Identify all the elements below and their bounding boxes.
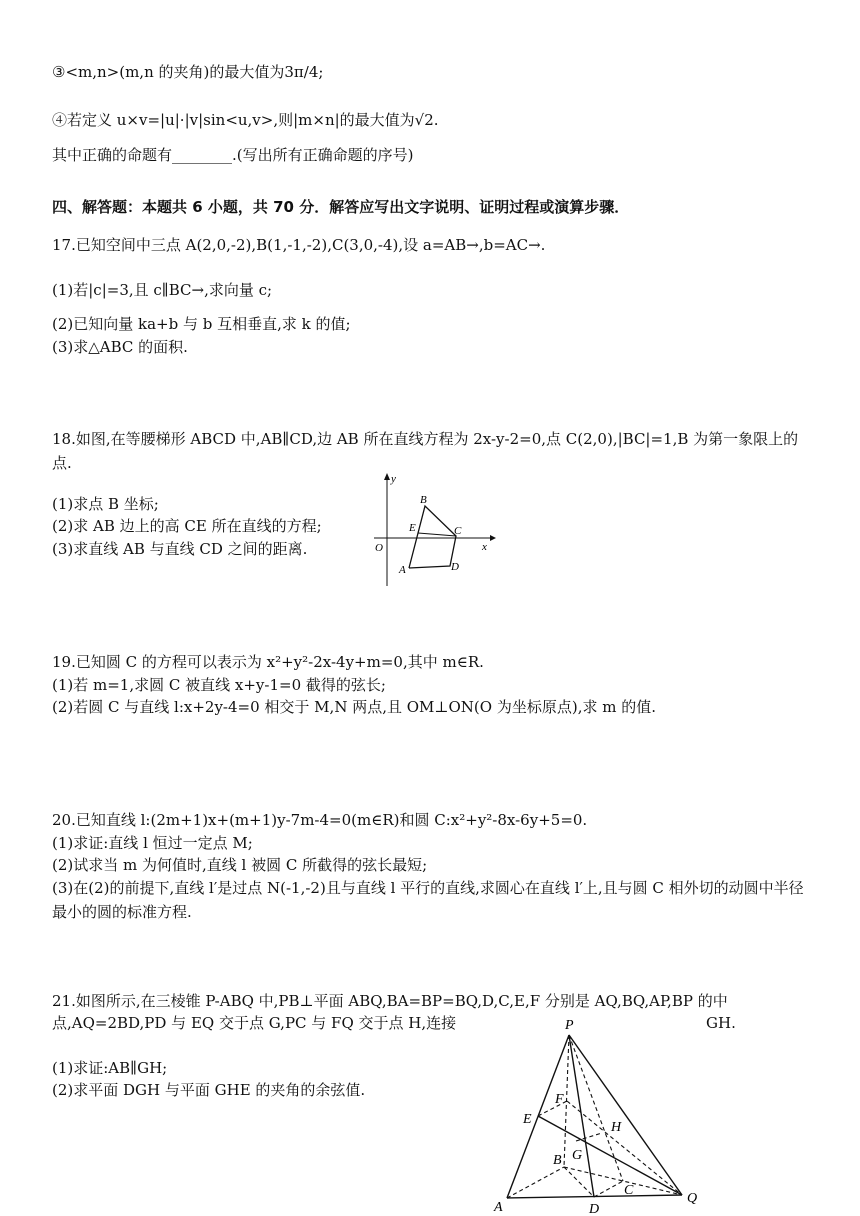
q19-part1: (1)若 m=1,求圆 C 被直线 x+y-1=0 截得的弦长; [52, 676, 386, 694]
q18-figure [360, 470, 500, 590]
q18-label-A: A [399, 564, 406, 576]
q18-label-y: y [391, 473, 396, 485]
q21-label-A: A [494, 1200, 503, 1215]
q18-stem: 18.如图,在等腰梯形 ABCD 中,AB∥CD,边 AB 所在直线方程为 2x-y-2=0,点 C(2,0),|BC|=1,B 为第一象限上的点. [52, 430, 799, 472]
q20-stem: 20.已知直线 l:(2m+1)x+(m+1)y-7m-4=0(m∈R)和圆 C:x²+y²-8x-6y+5=0. [52, 811, 588, 829]
q18-part1: (1)求点 B 坐标; [52, 495, 159, 513]
q17-part3: (3)求△ABC 的面积. [52, 338, 188, 356]
q21-stem-line2-end: GH. [706, 1014, 736, 1032]
item-4: ④若定义 u×v=|u|·|v|sin<u,v>,则|m×n|的最大值为√2. [52, 111, 439, 129]
q18-label-O: O [375, 542, 383, 554]
q21-label-E: E [523, 1112, 532, 1127]
q18-label-D: D [451, 561, 459, 573]
q18-label-B: B [420, 494, 427, 506]
q21-label-H: H [611, 1120, 622, 1135]
q21-part2: (2)求平面 DGH 与平面 GHE 的夹角的余弦值. [52, 1081, 366, 1099]
item-3: ③<m,n>(m,n 的夹角)的最大值为3π/4; [52, 63, 324, 81]
q21-label-P: P [565, 1018, 574, 1033]
q19-part2: (2)若圆 C 与直线 l:x+2y-4=0 相交于 M,N 两点,且 OM⊥ON(O 为坐标原点),求 m 的值. [52, 698, 656, 716]
q21-label-Q: Q [687, 1191, 698, 1206]
q18-label-C: C [454, 525, 462, 537]
q18-label-E: E [409, 522, 416, 534]
section-heading: 四、解答题：本题共 6 小题，共 70 分．解答应写出文字说明、证明过程或演算步骤． [52, 198, 630, 216]
q17-part1: (1)若|c|=3,且 c∥BC→,求向量 c; [52, 281, 273, 299]
q21-figure [490, 1015, 705, 1215]
q21-label-G: G [572, 1148, 583, 1163]
q21-stem-line2: 点,AQ=2BD,PD 与 EQ 交于点 G,PC 与 FQ 交于点 H,连接 [52, 1014, 457, 1032]
q21-label-F: F [555, 1092, 564, 1107]
q18-part2: (2)求 AB 边上的高 CE 所在直线的方程; [52, 517, 322, 535]
q20-part1: (1)求证:直线 l 恒过一定点 M; [52, 834, 253, 852]
q21-part1: (1)求证:AB∥GH; [52, 1059, 168, 1077]
q20-part2: (2)试求当 m 为何值时,直线 l 被圆 C 所截得的弦长最短; [52, 856, 428, 874]
q21-label-D: D [589, 1202, 600, 1215]
q17-stem: 17.已知空间中三点 A(2,0,-2),B(1,-1,-2),C(3,0,-4),设 a=AB→,b=AC→. [52, 236, 546, 254]
fill-prompt: 其中正确的命题有________.(写出所有正确命题的序号) [52, 146, 414, 164]
q18-part3: (3)求直线 AB 与直线 CD 之间的距离. [52, 540, 308, 558]
q21-stem-line1: 21.如图所示,在三棱锥 P-ABQ 中,PB⊥平面 ABQ,BA=BP=BQ,D,C,E,F 分别是 AQ,BQ,AP,BP 的中 [52, 992, 728, 1010]
q21-label-B: B [553, 1153, 562, 1168]
q21-label-C: C [624, 1183, 634, 1198]
q19-stem: 19.已知圆 C 的方程可以表示为 x²+y²-2x-4y+m=0,其中 m∈R. [52, 653, 484, 671]
q20-part3: (3)在(2)的前提下,直线 l′是过点 N(-1,-2)且与直线 l 平行的直线,求圆心在直线 l′上,且与圆 C 相外切的动圆中半径最小的圆的标准方程. [52, 879, 804, 921]
q17-part2: (2)已知向量 ka+b 与 b 互相垂直,求 k 的值; [52, 315, 351, 333]
q18-label-x: x [482, 541, 487, 553]
